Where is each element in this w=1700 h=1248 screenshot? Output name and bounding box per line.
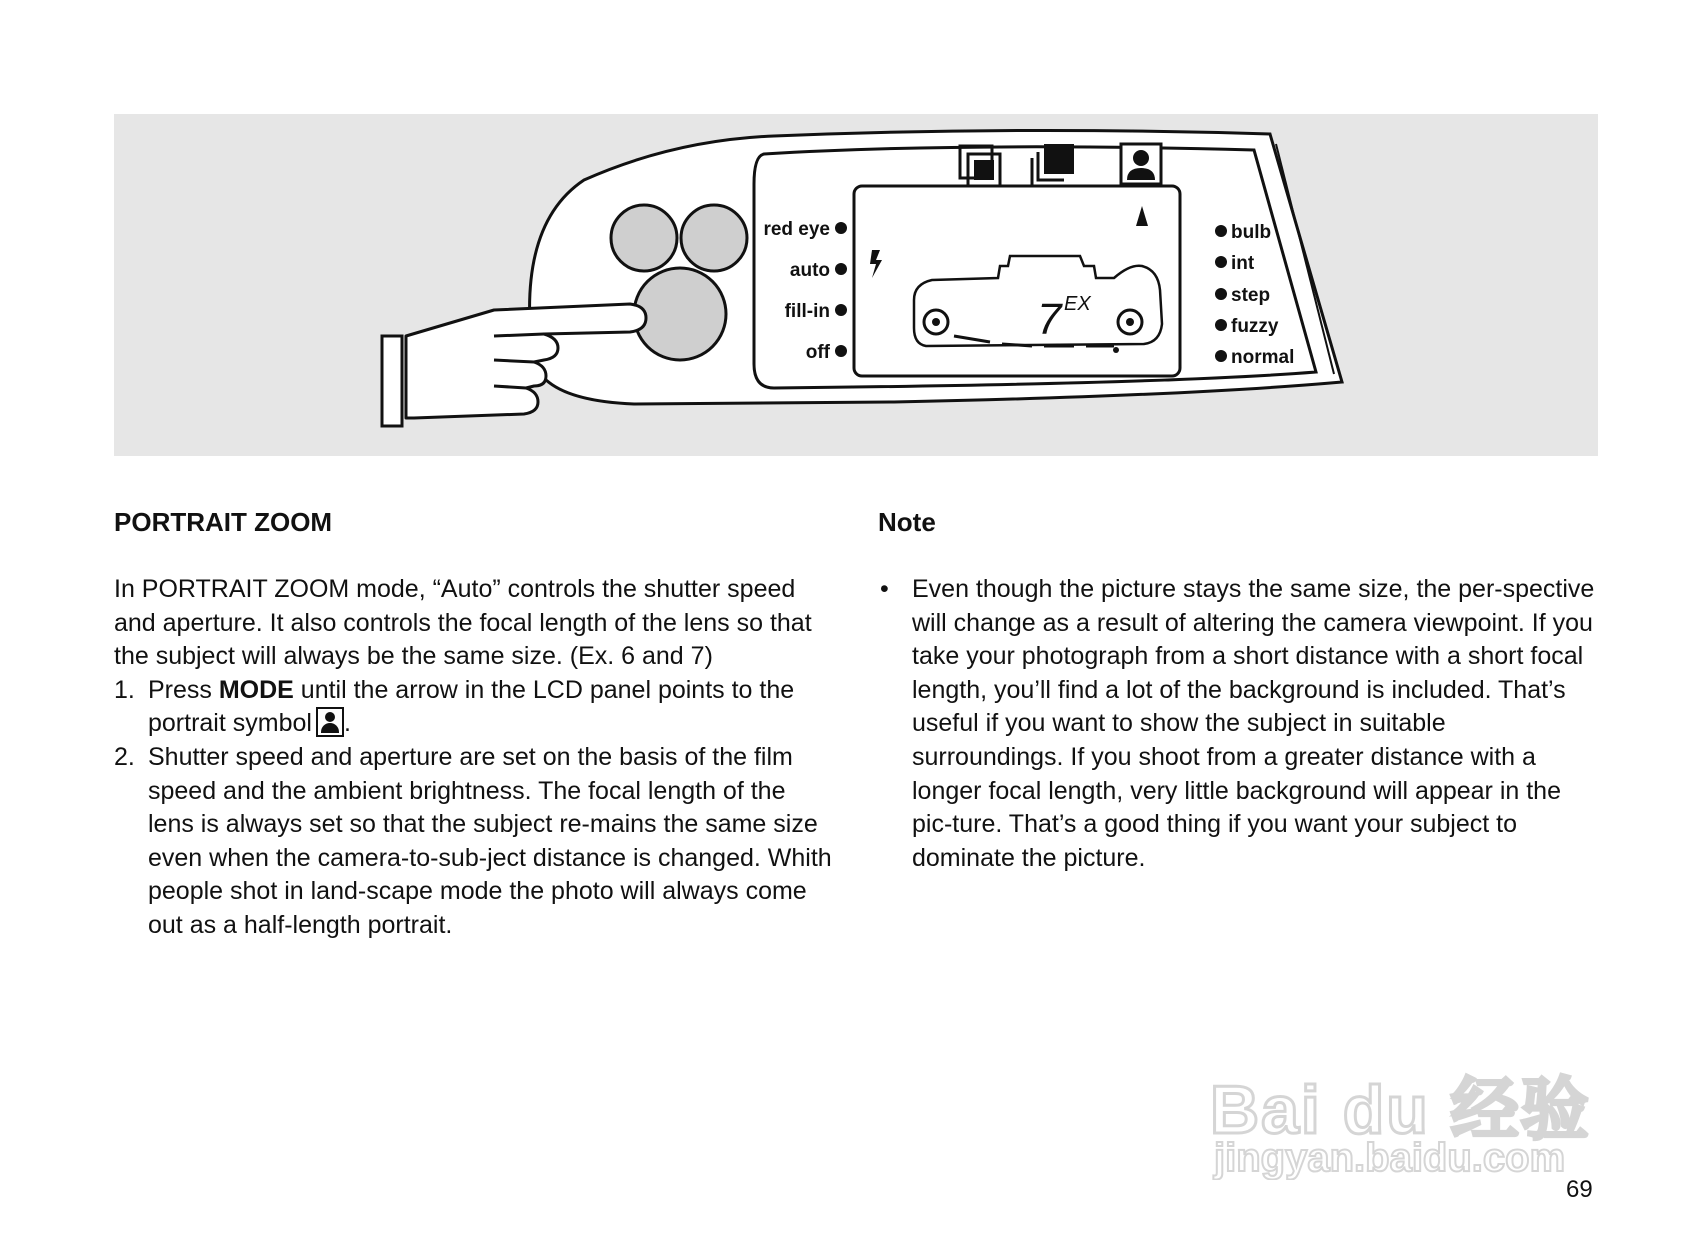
note-text: Even though the picture stays the same size, the per-spective will change as a result of altering the camera viewpoint. If you take your photograph from a short distance with a short focal length, you’ll find a lot of the background is included. That’s useful if you want to show the subject in suitable surroundings. If you shoot from a greater distance with a longer focal length, very little background will appear in the pic-ture. That’s a good thing if you want your subject to dominate the picture. <box>912 575 1595 872</box>
left-column <box>114 505 834 943</box>
frame-count-digit: 7 <box>1037 295 1062 344</box>
watermark-url: jingyan.baidu.com <box>1214 1136 1566 1180</box>
mode-button <box>634 268 726 360</box>
shutter-mode-step: step <box>1231 285 1271 306</box>
flash-mode-red-eye: red eye <box>763 219 830 240</box>
note-bullet <box>878 573 1598 875</box>
shutter-mode-int: int <box>1231 253 1255 274</box>
right-column <box>878 505 1598 875</box>
step-1: 1. Press MODE until the arrow in the LCD panel points to the portrait symbol . <box>114 675 795 738</box>
top-button-1 <box>611 205 677 271</box>
page-number: 69 <box>1566 1176 1593 1203</box>
bullet-icon: • <box>880 575 889 603</box>
shutter-mode-bulb: bulb <box>1231 222 1272 243</box>
flash-mode-fill-in: fill-in <box>784 301 830 322</box>
mode-button-label: MODE <box>218 675 294 704</box>
frame-count-suffix: EX <box>1064 293 1091 315</box>
note-heading: Note <box>878 507 936 537</box>
portrait-symbol-icon <box>316 707 344 737</box>
section-heading: PORTRAIT ZOOM <box>114 507 333 537</box>
watermark-logo-text: Bai du 经验 <box>1210 1072 1591 1148</box>
shutter-mode-normal: normal <box>1231 347 1295 368</box>
shutter-mode-fuzzy: fuzzy <box>1231 316 1279 337</box>
step-number: 1. <box>114 675 135 704</box>
intro-paragraph: In PORTRAIT ZOOM mode, “Auto” controls the shutter speed and aperture. It also controls the focal length of the lens so that the subject will always be the same size. (Ex. 6 and 7) <box>114 575 812 671</box>
step-number: 2. <box>114 742 135 771</box>
lcd-panel <box>854 186 1180 376</box>
step-text: Shutter speed and aperture are set on the basis of the film speed and the ambient brightness. The focal length of the lens is always set so that the subject re-mains the same size even when the camera-to-sub-ject distance is changed. Whith people shot in land-scape mode the photo will always come out as a half-length portrait. <box>148 742 832 939</box>
flash-mode-auto: auto <box>789 260 830 281</box>
camera-diagram <box>114 114 1598 456</box>
camera-top-panel-illustration <box>114 114 1598 456</box>
baidu-watermark <box>1210 1000 1610 1180</box>
top-button-2 <box>681 205 747 271</box>
flash-mode-off: off <box>805 342 830 363</box>
step-2 <box>114 741 834 943</box>
portrait-mode-icon <box>1121 144 1161 184</box>
